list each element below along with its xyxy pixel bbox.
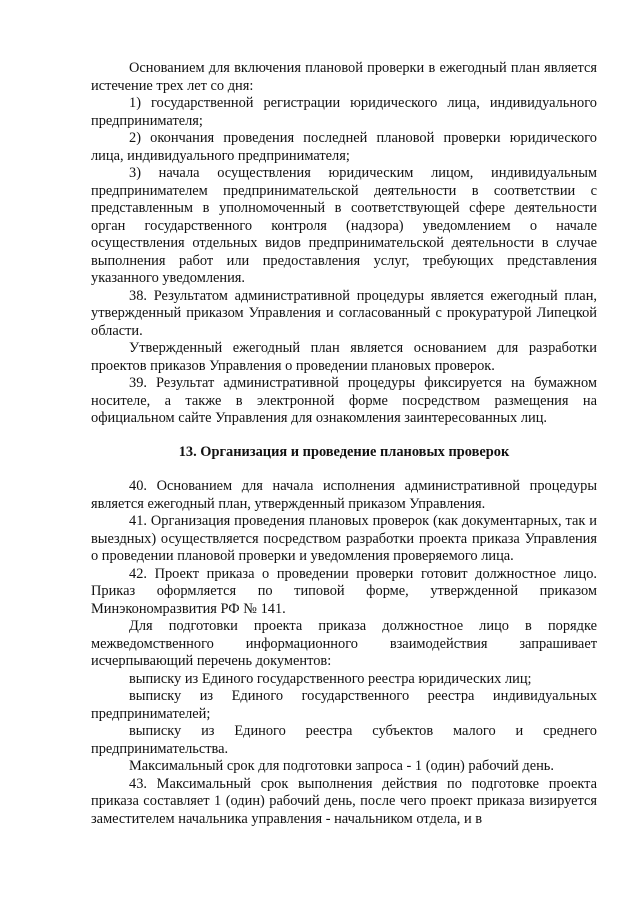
- section-heading: 13. Организация и проведение плановых проверок: [178, 443, 510, 460]
- list-item: 2) окончания проведения последней плановой проверки юридического лица, индивидуального предпринимателя;: [91, 130, 597, 164]
- paragraph: Для подготовки проекта приказа должностное лицо в порядке межведомственного информационного взаимодействия запрашивает исчерпывающий перечень документов:: [91, 618, 597, 669]
- paragraph: Основанием для включения плановой проверки в ежегодный план является истечение трех лет со дня:: [91, 60, 597, 94]
- paragraph: 43. Максимальный срок выполнения действия по подготовке проекта приказа составляет 1 (один) рабочий день, после чего проект приказа визируется заместителем начальника управления - начальником отдела, и в: [91, 775, 597, 827]
- list-item: выписку из Единого государственного реестра юридических лиц;: [129, 670, 532, 687]
- paragraph: 40. Основанием для начала исполнения административной процедуры является ежегодный план, утвержденный приказом Управления.: [91, 478, 597, 512]
- list-item: 3) начала осуществления юридическим лицом, индивидуальным предпринимателем предпринимательской деятельности в соответствии с представленным в уполномоченный в соответствующей сфере деятельности орган государственного контроля (надзора) уведомлением о начале осуществления отдельных видов предпринимательской деятельности в случае выполнения работ или предоставления услуг, требующих представления указанного уведомления.: [91, 165, 597, 286]
- list-item: выписку из Единого реестра субъектов малого и среднего предпринимательства.: [91, 723, 597, 757]
- paragraph: Максимальный срок для подготовки запроса - 1 (один) рабочий день.: [129, 758, 554, 774]
- document-body: [91, 60, 597, 828]
- paragraph: 39. Результат административной процедуры фиксируется на бумажном носителе, а также в электронной форме посредством размещения на официальном сайте Управления для ознакомления заинтересованных лиц.: [91, 375, 597, 426]
- paragraph: 41. Организация проведения плановых проверок (как документарных, так и выездных) осуществляется посредством разработки проекта приказа Управления о проведении плановой проверки и уведомления проверяемого лица.: [91, 513, 597, 564]
- paragraph: 42. Проект приказа о проведении проверки готовит должностное лицо. Приказ оформляется по типовой форме, утвержденной приказом Минэкономразвития РФ № 141.: [91, 565, 597, 617]
- list-item: выписку из Единого государственного реестра индивидуальных предпринимателей;: [91, 688, 597, 722]
- paragraph: Утвержденный ежегодный план является основанием для разработки проектов приказов Управления о проведении плановых проверок.: [91, 340, 597, 374]
- list-item: 1) государственной регистрации юридического лица, индивидуального предпринимателя;: [91, 95, 597, 129]
- paragraph: 38. Результатом административной процедуры является ежегодный план, утвержденный приказом Управления и согласованный с прокуратурой Липецкой области.: [91, 287, 597, 339]
